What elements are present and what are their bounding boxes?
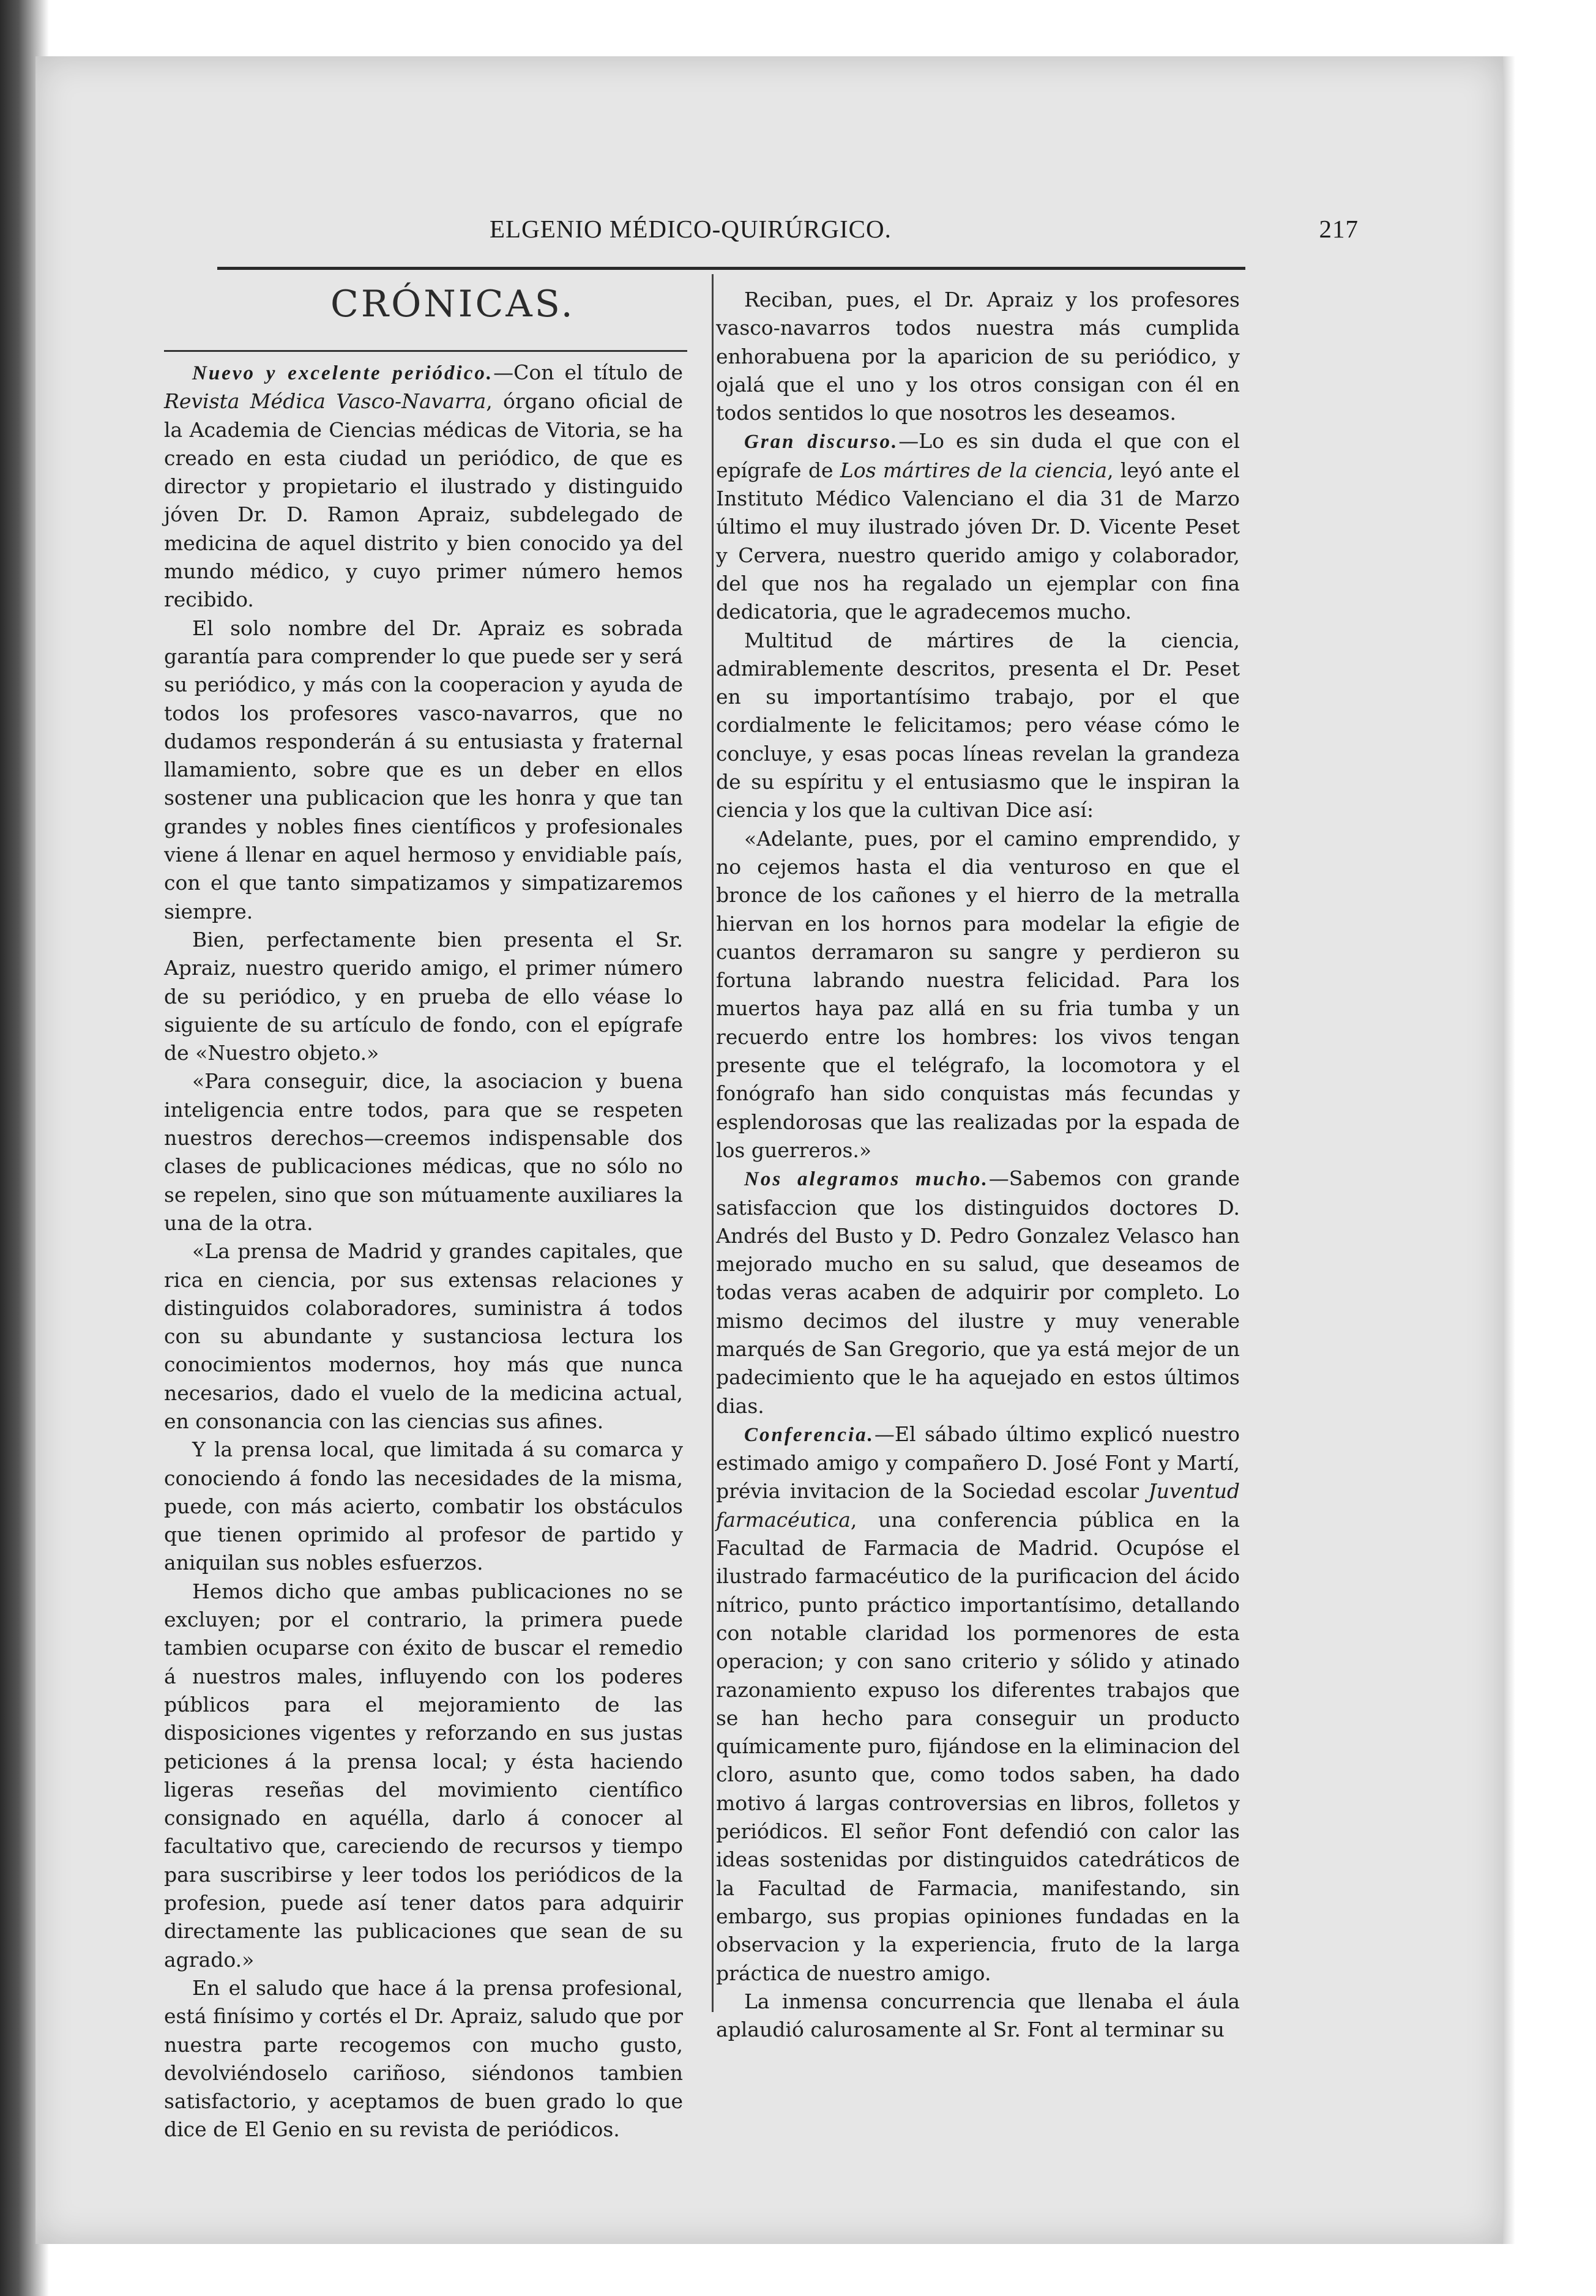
section-title: CRÓNICAS.: [330, 283, 575, 326]
article-lead: Conferencia.: [744, 1423, 874, 1446]
header-rule: [217, 267, 1245, 270]
quote-paragraph: «Adelante, pues, por el camino emprendido, y no cejemos hasta el dia venturoso en que el bronce de los cañones y el hierro de la metralla hiervan en los hornos para modelar la efigie de cuantos derramaron su sangre y perdieron su fortuna labrando nuestra felicidad. Para los muertos haya paz allá en su fria tumba y un recuerdo entre los hombres: los vivos tengan presente que el telégrafo, la locomotora y el fonógrafo han sido conquistas más fecundas y esplendorosas que las realizadas por la espada de los guerreros.»: [716, 826, 1240, 1162]
article-paragraph: La inmensa concurrencia que llenaba el áula aplaudió calurosamente al Sr. Font al terminar su: [716, 1989, 1240, 2042]
article-paragraph: El solo nombre del Dr. Apraiz es sobrada garantía para comprender lo que puede ser y será su periódico, y más con la cooperacion y ayuda de todos los profesores vasco-navarros, que no dudamos responderán á su entusiasta y fraternal llamamiento, sobre que es un deber en ellos sostener una publicacion que les honra y que tan grandes y nobles fines científicos y profesionales viene á llenar en aquel hermoso y envidiable país, con el que tanto simpatizamos y simpatizaremos siempre.: [164, 616, 683, 923]
running-title: ELGENIO MÉDICO-QUIRÚRGICO.: [490, 215, 892, 243]
article-paragraph: Reciban, pues, el Dr. Apraiz y los profesores vasco-navarros todos nuestra más cumplida enhorabuena por la aparicion de su periódico, y ojalá que el uno y los otros consigan con él en todos sentidos lo que nosotros les deseamos.: [716, 288, 1240, 425]
section-rule: [164, 350, 687, 352]
article-paragraph: [716, 427, 1240, 626]
article-paragraph: [716, 1165, 1240, 1420]
article-paragraph: [716, 1420, 1240, 1988]
quote-paragraph: «La prensa de Madrid y grandes capitales, que rica en ciencia, por sus extensas relaciones y distinguidos colaboradores, suministra á todos con su abundante y sustanciosa lectura los conocimientos modernos, hoy más que nunca necesarios, dado el vuelo de la medicina actual, en consonancia con las ciencias sus afines.: [164, 1239, 683, 1433]
page-edge: [1503, 56, 1515, 2244]
article-lead: Gran discurso.: [744, 431, 899, 453]
quote-paragraph: «Para conseguir, dice, la asociacion y buena inteligencia entre todos, para que se respeten nuestros derechos—creemos indispensable dos clases de publicaciones médicas, que no sólo no se repelen, sino que son mútuamente auxiliares la una de la otra.: [164, 1069, 683, 1235]
society-name: Juventud farmacéutica: [716, 1479, 1240, 1532]
article-lead: Nos alegramos mucho.: [744, 1168, 989, 1191]
paragraph-text: , órgano oficial de la Academia de Ciencias médicas de Vitoria, se ha creado en esta ciudad un periódico, de que es director y propietario el ilustrado y distinguido jóven Dr. D. Ramon Apraiz, subdelegado de medicina de aquel distrito y bien conocido ya del mundo médico, y cuyo primer número hemos recibido.: [164, 389, 683, 612]
quote-paragraph: Hemos dicho que ambas publicaciones no se excluyen; por el contrario, la primera puede tambien ocuparse con éxito de buscar el remedio á nuestros males, influyendo con los poderes públicos para el mejoramiento de las disposiciones vigentes y reforzando en sus justas peticiones á la prensa local; y ésta haciendo ligeras reseñas del movimiento científico consignado en aquélla, darlo á conocer al facultativo que, careciendo de recursos y tiempo para suscribirse y leer todos los periódicos de la profesion, puede así tener datos para adquirir directamente las publicaciones que sean de su agrado.»: [164, 1579, 683, 1972]
paragraph-text: —Lo es sin duda el que con el epígrafe de: [716, 429, 1240, 482]
article-paragraph: Bien, perfectamente bien presenta el Sr. Apraiz, nuestro querido amigo, el primer número de su periódico, y en prueba de ello véase lo siguiente de su artículo de fondo, con el epígrafe de «Nuestro objeto.»: [164, 927, 683, 1065]
paragraph-text: —Con el título de: [493, 360, 683, 384]
left-column: [164, 359, 683, 2142]
journal-title: Revista Médica Vasco-Navarra: [164, 389, 487, 414]
right-column: [716, 286, 1240, 2042]
article-paragraph: [164, 359, 683, 614]
paragraph-text: , leyó ante el Instituto Médico Valenciano el dia 31 de Marzo último el muy ilustrado jóven Dr. D. Vicente Peset y Cervera, nuestro querido amigo y colaborador, del que nos ha regalado un ejemplar con fina dedicatoria, que le agradecemos mucho.: [716, 458, 1240, 624]
article-paragraph: Multitud de mártires de la ciencia, admirablemente descritos, presenta el Dr. Peset en su importantísimo trabajo, por el que cordialmente le felicitamos; pero véase cómo le concluye, y esas pocas líneas revelan la grandeza de su espíritu y el entusiasmo que le inspiran la ciencia y los que la cultivan Dice así:: [716, 628, 1240, 822]
page-number: 217: [1319, 215, 1359, 243]
paragraph-text: —El sábado último explicó nuestro estimado amigo y compañero D. José Font y Martí, prévia invitacion de la Sociedad escolar: [716, 1422, 1240, 1504]
running-header: [220, 209, 1359, 246]
quote-paragraph: Y la prensa local, que limitada á su comarca y conociendo á fondo las necesidades de la misma, puede, con más acierto, combatir los obstáculos que tienen oprimido al profesor de partido y aniquilan sus nobles esfuerzos.: [164, 1437, 683, 1575]
column-divider: [712, 274, 714, 2012]
article-lead: Nuevo y excelente periódico.: [192, 362, 494, 384]
work-title: Los mártires de la ciencia: [840, 458, 1108, 482]
paragraph-text: —Sabemos con grande satisfaccion que los distinguidos doctores D. Andrés del Busto y D. Pedro Gonzalez Velasco han mejorado mucho en su salud, que deseamos de todas veras acaben de adquirir por completo. Lo mismo decimos del ilustre y muy venerable marqués de San Gregorio, que ya está mejor de un padecimiento que le ha aquejado en estos últimos dias.: [716, 1166, 1240, 1418]
paragraph-text: , una conferencia pública en la Facultad de Farmacia de Madrid. Ocupóse el ilustrado farmacéutico de la purificacion del ácido nítrico, punto práctico importantísimo, detallando con notable claridad los pormenores de esta operacion; y con sano criterio y sólido y atinado razonamiento expuso los diferentes trabajos que se han hecho para conseguir un producto químicamente puro, fijándose en la eliminacion del cloro, asunto que, como todos saben, ha dado motivo á largas controversias en libros, folletos y periódicos. El señor Font defendió con calor las ideas sostenidas por distinguidos catedráticos de la Facultad de Farmacia, manifestando, sin embargo, sus propias opiniones fundadas en la observacion y la experiencia, fruto de la larga práctica de nuestro amigo.: [716, 1507, 1240, 1985]
article-paragraph: En el saludo que hace á la prensa profesional, está finísimo y cortés el Dr. Apraiz, saludo que por nuestra parte recogemos con mucho gusto, devolviéndoselo cariñoso, siéndonos tambien satisfactorio, y aceptamos de buen grado lo que dice de El Genio en su revista de periódicos.: [164, 1975, 683, 2142]
